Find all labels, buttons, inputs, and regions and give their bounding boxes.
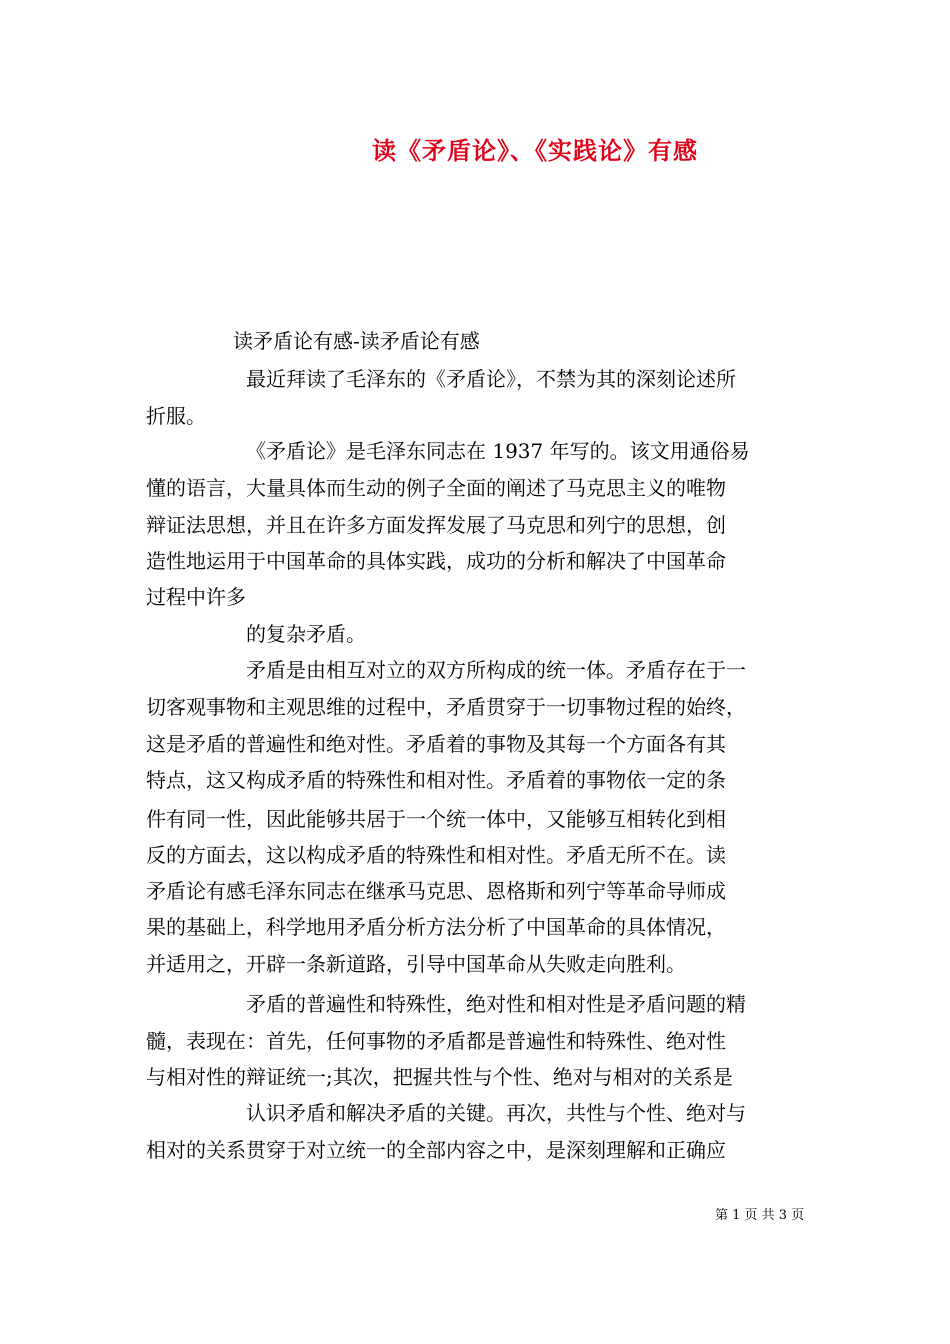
body-line: 造性地运用于中国革命的具体实践，成功的分析和解决了中国革命 xyxy=(146,549,726,573)
body-line: 折服。 xyxy=(146,404,206,428)
body-line: 与相对性的辩证统一;其次，把握共性与个性、绝对与相对的关系是 xyxy=(146,1065,733,1089)
body-line: 《矛盾论》是毛泽东同志在 1937 年写的。该文用通俗易 xyxy=(246,439,750,463)
body-line: 切客观事物和主观思维的过程中，矛盾贯穿于一切事物过程的始终， xyxy=(146,695,746,719)
body-line: 辩证法思想，并且在许多方面发挥发展了马克思和列宁的思想，创 xyxy=(146,513,726,537)
page-number-footer: 第 1 页 共 3 页 xyxy=(715,1208,805,1223)
body-line: 最近拜读了毛泽东的《矛盾论》，不禁为其的深刻论述所 xyxy=(246,367,736,391)
body-line: 过程中许多 xyxy=(146,585,246,609)
body-line: 矛盾的普遍性和特殊性，绝对性和相对性是矛盾问题的精 xyxy=(246,992,746,1016)
body-line: 件有同一性，因此能够共居于一个统一体中，又能够互相转化到相 xyxy=(146,807,726,831)
document-title: 读《矛盾论》、《实践论》有感 xyxy=(372,136,698,165)
body-line: 反的方面去，这以构成矛盾的特殊性和相对性。矛盾无所不在。读 xyxy=(146,843,726,867)
body-line: 果的基础上，科学地用矛盾分析方法分析了中国革命的具体情况， xyxy=(146,915,726,939)
body-line: 懂的语言，大量具体而生动的例子全面的阐述了马克思主义的唯物 xyxy=(146,476,726,500)
body-line: 这是矛盾的普遍性和绝对性。矛盾着的事物及其每一个方面各有其 xyxy=(146,732,726,756)
body-line: 认识矛盾和解决矛盾的关键。再次，共性与个性、绝对与 xyxy=(246,1101,746,1125)
body-line: 相对的关系贯穿于对立统一的全部内容之中，是深刻理解和正确应 xyxy=(146,1138,726,1162)
body-line: 并适用之，开辟一条新道路，引导中国革命从失败走向胜利。 xyxy=(146,952,686,976)
body-line: 矛盾是由相互对立的双方所构成的统一体。矛盾存在于一 xyxy=(246,658,746,682)
body-line: 矛盾论有感毛泽东同志在继承马克思、恩格斯和列宁等革命导师成 xyxy=(146,879,726,903)
body-line: 特点，这又构成矛盾的特殊性和相对性。矛盾着的事物依一定的条 xyxy=(146,768,726,792)
body-line: 的复杂矛盾。 xyxy=(246,622,366,646)
body-line: 髓，表现在：首先，任何事物的矛盾都是普遍性和特殊性、绝对性 xyxy=(146,1029,726,1053)
body-line: 读矛盾论有感-读矛盾论有感 xyxy=(233,329,480,353)
